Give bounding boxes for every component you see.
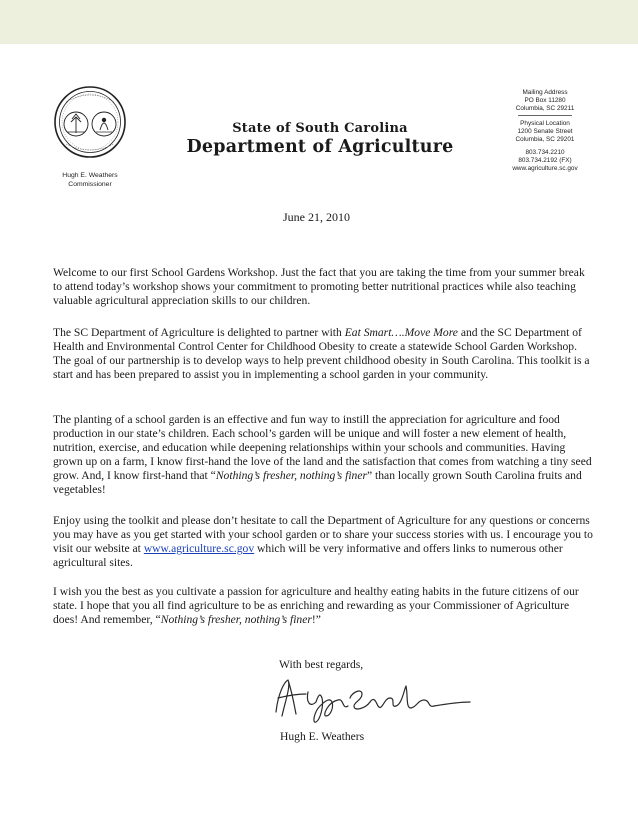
physical-label: Physical Location [520, 120, 570, 128]
physical-line1: 1200 Senate Street [517, 128, 573, 136]
closing-salutation: With best regards, [279, 658, 364, 671]
commissioner-title: Commissioner [68, 180, 112, 188]
slogan-closing: Nothing’s fresher, nothing’s finer [160, 613, 312, 627]
mailing-line1: PO Box 11280 [524, 97, 566, 105]
letter-date: June 21, 2010 [283, 210, 350, 224]
agency-state: State of South Carolina [232, 121, 408, 136]
contact-divider [518, 115, 572, 116]
agency-heading [170, 121, 470, 157]
website-text: www.agriculture.sc.gov [512, 164, 578, 172]
signatory-name: Hugh E. Weathers [280, 730, 365, 743]
paragraph-school-garden: The planting of a school garden is an effective and fun way to instill the appreciation for agriculture and food production in our state’s children. Each school’s garden will be unique and will foster a new element of health, nutrition, exercise, and education while deepening relationships within your schools and communities. Having grown up on a farm, I know first-hand the love of the land and the satisfaction that comes from watching a tiny seed grow. And, I know first-hand that “Nothing’s fresher, nothing’s finer” than locally grown South Carolina fruits and vegetables! [53, 413, 592, 497]
mailing-line2: Columbia, SC 29211 [515, 105, 575, 113]
top-banner [0, 0, 638, 44]
physical-line2: Columbia, SC 29201 [515, 136, 575, 144]
program-name: Eat Smart….Move More [344, 326, 458, 339]
commissioner-name: Hugh E. Weathers [62, 172, 118, 179]
state-seal-icon [54, 86, 126, 158]
commissioner-block [40, 172, 140, 189]
slogan: Nothing’s fresher, nothing’s finer [215, 469, 367, 483]
fax-number: 803.734.2192 (FX) [518, 156, 572, 164]
mailing-label: Mailing Address [522, 89, 568, 96]
paragraph-closing-wish: I wish you the best as you cultivate a passion for agriculture and healthy eating habits in the future citizens of our state. I hope that you all find agriculture to be as enriching and rewarding as your Commissioner of Agriculture does! And remember, “Nothing’s fresher, nothing’s finer!” [53, 585, 579, 627]
agency-department: Department of Agriculture [186, 137, 454, 157]
phone-number: 803.734.2210 [525, 148, 565, 156]
paragraph-partnership: The SC Department of Agriculture is delighted to partner with Eat Smart….Move More and the SC Department of Health and Environmental Control Center for Childhood Obesity to create a statewide School Garden Workshop. The goal of our partnership is to develop ways to help prevent childhood obesity in South Carolina. This toolkit is a start and has been prepared to assist you in implementing a school garden in your community. [53, 326, 590, 382]
paragraph-welcome: Welcome to our first School Gardens Workshop. Just the fact that you are taking the time from your summer break to attend today’s workshop shows your commitment to promoting better nutritional practices while also teaching valuable agricultural appreciation skills to our children. [53, 266, 585, 308]
website-link[interactable]: www.agriculture.sc.gov [143, 542, 255, 556]
contact-block [490, 89, 600, 173]
handwritten-signature [258, 672, 476, 724]
paragraph-toolkit: Enjoy using the toolkit and please don’t hesitate to call the Department of Agriculture for any questions or concerns you may have as you get started with your school garden or to share your success stories with us. I encourage you to visit our website at www.agriculture.sc.gov which will be very informative and offers links to numerous other agricultural sites. [53, 514, 593, 570]
